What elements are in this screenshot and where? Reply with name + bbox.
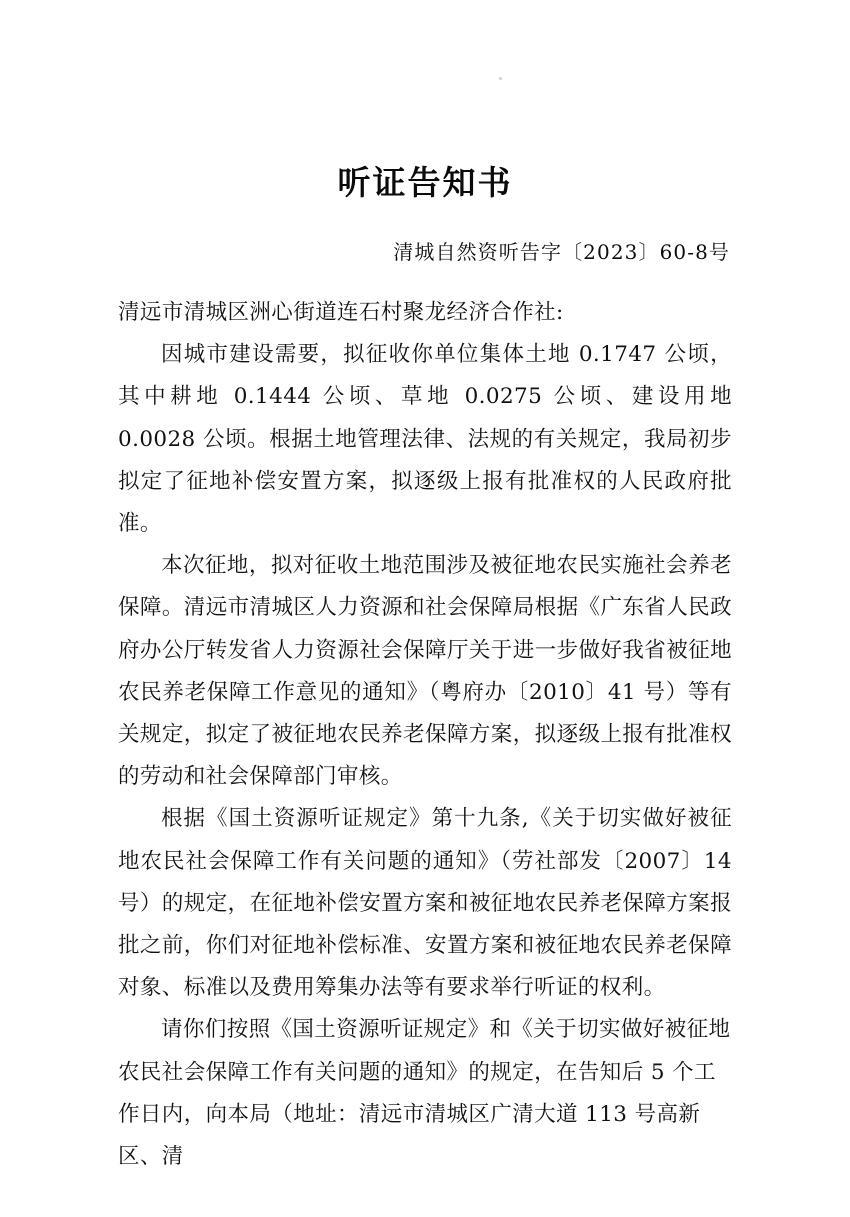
scan-speck xyxy=(499,77,502,80)
paragraph-hearing-rights: 根据《国土资源听证规定》第十九条,《关于切实做好被征地农民社会保障工作有关问题的通知》（劳社部发〔2007〕14 号）的规定，在征地补偿安置方案和被征地农民养老保障方案报批之前，你们对征地补偿标准、安置方案和被征地农民养老保障对象、标准以及费用筹集办法等有要求举行听证的权利。 xyxy=(118,806,732,1001)
paragraph-social-pension: 本次征地，拟对征收土地范围涉及被征地农民实施社会养老保障。清远市清城区人力资源和社会保障局根据《广东省人民政府办公厅转发省人力资源社会保障厅关于进一步做好我省被征地农民养老保障工作意见的通知》（粤府办〔2010〕41 号）等有关规定，拟定了被征地农民养老保障方案，拟逐级上报有批准权的劳动和社会保障部门审核。 xyxy=(118,553,732,790)
document-serial-number: 清城自然资听告字〔2023〕60-8号 xyxy=(393,240,730,264)
page-title: 听证告知书 xyxy=(337,163,513,202)
document-body xyxy=(118,292,732,1178)
paragraph-how-to-apply: 请你们按照《国土资源听证规定》和《关于切实做好被征地农民社会保障工作有关问题的通知》的规定，在告知后 5 个工作日内，向本局（地址：清远市清城区广清大道 113 号高新区、清 xyxy=(118,1017,731,1170)
addressee-line: 清远市清城区洲心街道连石村聚龙经济合作社: xyxy=(118,300,564,325)
paragraph-land-acquisition: 因城市建设需要，拟征收你单位集体土地 0.1747 公顷，其中耕地 0.1444 公顷、草地 0.0275 公顷、建设用地 0.0028 公顷。根据土地管理法律、法规的有关规定，我局初步拟定了征地补偿安置方案，拟逐级上报有批准权的人民政府批准。 xyxy=(118,342,732,537)
